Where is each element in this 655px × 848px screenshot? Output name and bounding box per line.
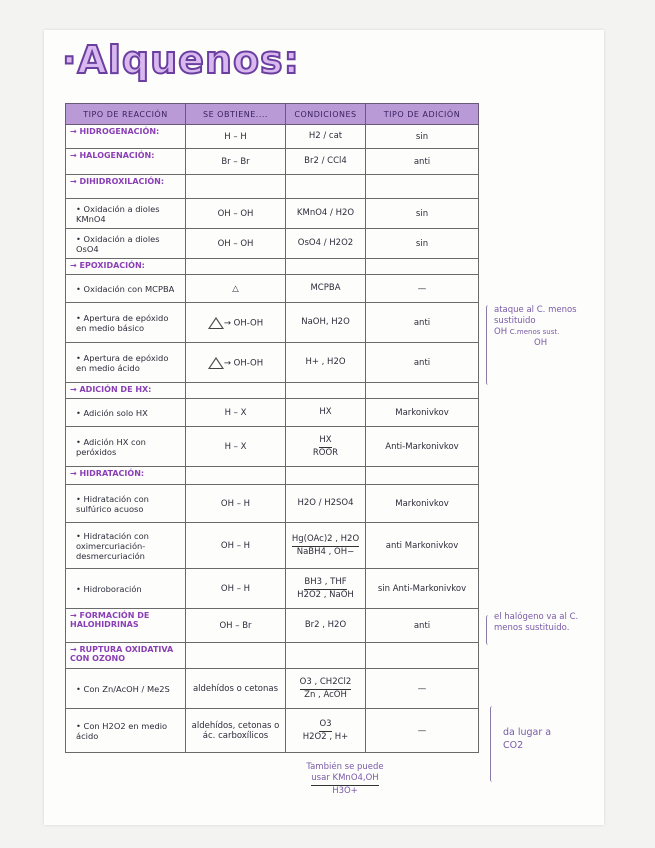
addition-type-text: — [417, 683, 427, 694]
product-text: OH – H [220, 540, 251, 551]
product-cell [186, 609, 286, 643]
footer-line-3: H3O+ [332, 786, 358, 796]
conditions-text: OsO4 / H2O2 [297, 238, 354, 248]
footer-line-2: usar KMnO4,OH [311, 773, 378, 786]
note-halohydrin: el halógeno va al C. menos sustituido. [494, 612, 579, 633]
note-epoxide-branch: C.menos sust. [509, 328, 560, 336]
addition-type-text: Anti-Markonivkov [385, 441, 459, 452]
product-cell [186, 199, 286, 229]
reaction-type-cell [66, 709, 186, 753]
conditions-cell [286, 175, 366, 199]
note-epoxide-text: ataque al C. menos sustituido [494, 305, 577, 326]
conditions-text: H2 / cat [308, 131, 343, 141]
reaction-type-cell [66, 149, 186, 175]
reaction-type-text: → FORMACIÓN DE HALOHIDRINAS [70, 611, 150, 629]
addition-type-cell [366, 609, 479, 643]
reaction-type-cell [66, 523, 186, 569]
reaction-type-text: • Oxidación a dioles OsO4 [76, 234, 160, 254]
reaction-type-text: • Con Zn/AcOH / Me2S [76, 684, 170, 694]
conditions-text: O3 , CH2Cl2 [300, 677, 352, 690]
conditions-text: HX [319, 435, 331, 448]
reaction-type-cell [66, 399, 186, 427]
addition-type-cell [366, 669, 479, 709]
conditions-text: Br2 , H2O [304, 620, 347, 630]
reaction-type-text: • Hidratación con sulfúrico acuoso [76, 494, 149, 514]
product-text: OH – H [220, 498, 251, 509]
header-conditions: CONDICIONES [286, 104, 366, 125]
conditions-cell [286, 669, 366, 709]
addition-type-cell [366, 383, 479, 399]
product-cell [186, 467, 286, 485]
product-text: → OH-OH [223, 358, 264, 368]
table-row [66, 303, 479, 343]
conditions-text: H2O / H2SO4 [297, 498, 354, 508]
reaction-type-cell [66, 275, 186, 303]
conditions-cell [286, 259, 366, 275]
reactions-table [65, 103, 479, 753]
product-cell [186, 709, 286, 753]
conditions-cell [286, 275, 366, 303]
section-row [66, 175, 479, 199]
conditions-text-secondary: NaBH4 , OH− [296, 546, 355, 557]
epoxide-ring-icon [208, 317, 224, 329]
product-cell [186, 643, 286, 669]
product-text: OH – OH [217, 238, 254, 249]
addition-type-text: anti Markonivkov [385, 540, 459, 551]
product-text: OH – OH [217, 208, 254, 219]
addition-type-cell [366, 399, 479, 427]
product-text: OH – Br [219, 620, 252, 631]
addition-type-cell [366, 125, 479, 149]
addition-type-text: anti [413, 620, 431, 631]
conditions-text: KMnO4 / H2O [296, 208, 355, 218]
product-text: Br – Br [221, 156, 250, 167]
table-row [66, 569, 479, 609]
conditions-text: NaOH, H2O [301, 317, 350, 327]
addition-type-cell [366, 275, 479, 303]
conditions-cell [286, 125, 366, 149]
addition-type-text: anti [413, 357, 431, 368]
conditions-cell [286, 149, 366, 175]
reaction-type-text: • Adición solo HX [76, 408, 148, 418]
header-product: SE OBTIENE.... [186, 104, 286, 125]
note-epoxide-oh2: OH [534, 338, 548, 348]
reaction-type-cell [66, 383, 186, 399]
addition-type-cell [366, 467, 479, 485]
conditions-cell [286, 427, 366, 467]
addition-type-cell [366, 569, 479, 609]
section-row [66, 467, 479, 485]
reaction-type-text: • Hidroboración [76, 584, 142, 594]
addition-type-cell [366, 229, 479, 259]
addition-type-cell [366, 643, 479, 669]
brace-epoxide [486, 305, 491, 385]
table-row [66, 399, 479, 427]
conditions-cell [286, 383, 366, 399]
conditions-cell [286, 485, 366, 523]
note-ozone: da lugar a CO2 [503, 727, 552, 751]
conditions-cell [286, 523, 366, 569]
conditions-text: MCPBA [310, 283, 341, 293]
header-addition-type: TIPO DE ADICIÓN [366, 104, 479, 125]
footer-note [290, 762, 400, 797]
addition-type-cell [366, 343, 479, 383]
addition-type-text: sin [415, 208, 429, 219]
table-row [66, 427, 479, 467]
addition-type-text: — [417, 725, 427, 736]
product-cell [186, 229, 286, 259]
conditions-text: Hg(OAc)2 , H2O [292, 534, 359, 547]
product-text: aldehídos, cetonas o ác. carboxílicos [191, 720, 280, 741]
product-text: aldehídos o cetonas [192, 683, 279, 694]
addition-type-cell [366, 485, 479, 523]
product-cell [186, 125, 286, 149]
reaction-type-cell [66, 343, 186, 383]
table-row [66, 229, 479, 259]
product-cell [186, 427, 286, 467]
reaction-type-cell [66, 643, 186, 669]
table-row [66, 485, 479, 523]
product-text: H – X [224, 407, 247, 418]
conditions-cell [286, 199, 366, 229]
header-reaction-type: TIPO DE REACCIÓN [66, 104, 186, 125]
addition-type-text: anti [413, 156, 431, 167]
conditions-text: O3 [319, 719, 331, 732]
reaction-type-text: → ADICIÓN DE HX: [70, 385, 152, 394]
reaction-type-text: • Con H2O2 en medio ácido [76, 721, 167, 741]
addition-type-text: sin Anti-Markonivkov [377, 583, 467, 594]
product-text: OH – H [220, 583, 251, 594]
reaction-type-cell [66, 609, 186, 643]
reaction-type-cell [66, 199, 186, 229]
table-row [66, 275, 479, 303]
addition-type-text: sin [415, 131, 429, 142]
reaction-type-text: → EPOXIDACIÓN: [70, 261, 145, 270]
product-cell [186, 523, 286, 569]
conditions-cell [286, 609, 366, 643]
product-cell [186, 275, 286, 303]
section-row [66, 149, 479, 175]
reaction-type-cell [66, 669, 186, 709]
reaction-type-text: → HIDROGENACIÓN: [70, 127, 160, 136]
section-row [66, 609, 479, 643]
conditions-cell [286, 709, 366, 753]
epoxide-ring-icon [208, 357, 224, 369]
conditions-text: HX [319, 407, 332, 417]
note-epoxide [494, 305, 604, 349]
reaction-type-cell [66, 303, 186, 343]
conditions-cell [286, 343, 366, 383]
reaction-type-text: → HIDRATACIÓN: [70, 469, 145, 478]
addition-type-text: — [417, 283, 427, 294]
conditions-text: H+ , H2O [305, 357, 346, 367]
reaction-type-cell [66, 467, 186, 485]
addition-type-cell [366, 303, 479, 343]
conditions-text-secondary: H2O2 , NaOH [297, 589, 354, 600]
product-cell [186, 343, 286, 383]
reaction-type-cell [66, 229, 186, 259]
section-row [66, 643, 479, 669]
product-cell [186, 303, 286, 343]
table-row [66, 669, 479, 709]
conditions-text-secondary: ROOR [312, 447, 339, 458]
table-row [66, 709, 479, 753]
product-cell [186, 259, 286, 275]
reaction-type-text: → HALOGENACIÓN: [70, 151, 155, 160]
table-row [66, 199, 479, 229]
section-row [66, 383, 479, 399]
product-cell [186, 485, 286, 523]
reaction-type-text: • Adición HX con peróxidos [76, 437, 146, 457]
conditions-text: Br2 / CCl4 [304, 156, 347, 166]
addition-type-text: anti [413, 317, 431, 328]
reaction-type-text: • Oxidación a dioles KMnO4 [76, 204, 160, 224]
product-cell [186, 175, 286, 199]
reaction-type-cell [66, 259, 186, 275]
conditions-cell [286, 399, 366, 427]
reaction-type-cell [66, 485, 186, 523]
addition-type-cell [366, 523, 479, 569]
addition-type-cell [366, 199, 479, 229]
page-title: ·Alquenos: [62, 38, 300, 82]
addition-type-text: Markonivkov [395, 407, 449, 418]
table-row [66, 343, 479, 383]
addition-type-text: Markonivkov [395, 498, 449, 509]
table-row [66, 523, 479, 569]
product-text: H – H [224, 131, 247, 142]
section-row [66, 125, 479, 149]
product-cell [186, 569, 286, 609]
footer-line-1: También se puede [306, 762, 384, 772]
conditions-cell [286, 229, 366, 259]
addition-type-cell [366, 427, 479, 467]
reaction-type-text: • Apertura de epóxido en medio ácido [76, 353, 168, 373]
product-cell [186, 383, 286, 399]
product-cell [186, 399, 286, 427]
reaction-type-text: • Hidratación con oximercuriación-desmercuriación [76, 531, 149, 561]
reaction-type-text: → DIHIDROXILACIÓN: [70, 177, 165, 186]
addition-type-cell [366, 175, 479, 199]
reaction-type-cell [66, 569, 186, 609]
reaction-type-cell [66, 175, 186, 199]
conditions-text-secondary: H2O2 , H+ [302, 731, 349, 742]
table-header-row [66, 104, 479, 125]
reaction-type-cell [66, 125, 186, 149]
product-text: → OH-OH [223, 318, 264, 328]
section-row [66, 259, 479, 275]
reaction-type-text: • Apertura de epóxido en medio básico [76, 313, 168, 333]
conditions-cell [286, 303, 366, 343]
brace-ozone [490, 706, 495, 782]
reaction-type-text: • Oxidación con MCPBA [76, 284, 174, 294]
addition-type-cell [366, 149, 479, 175]
addition-type-cell [366, 709, 479, 753]
reaction-type-cell [66, 427, 186, 467]
reaction-type-text: → RUPTURA OXIDATIVA CON OZONO [70, 645, 174, 663]
product-cell [186, 669, 286, 709]
product-text: H – X [224, 441, 247, 452]
note-epoxide-oh: OH [494, 327, 508, 337]
product-text: △ [232, 283, 239, 294]
conditions-cell [286, 643, 366, 669]
addition-type-text: sin [415, 238, 429, 249]
addition-type-cell [366, 259, 479, 275]
conditions-cell [286, 467, 366, 485]
brace-halohydrin [486, 615, 491, 645]
conditions-cell [286, 569, 366, 609]
conditions-text-secondary: Zn , AcOH [304, 689, 347, 700]
product-cell [186, 149, 286, 175]
conditions-text: BH3 , THF [304, 577, 346, 590]
